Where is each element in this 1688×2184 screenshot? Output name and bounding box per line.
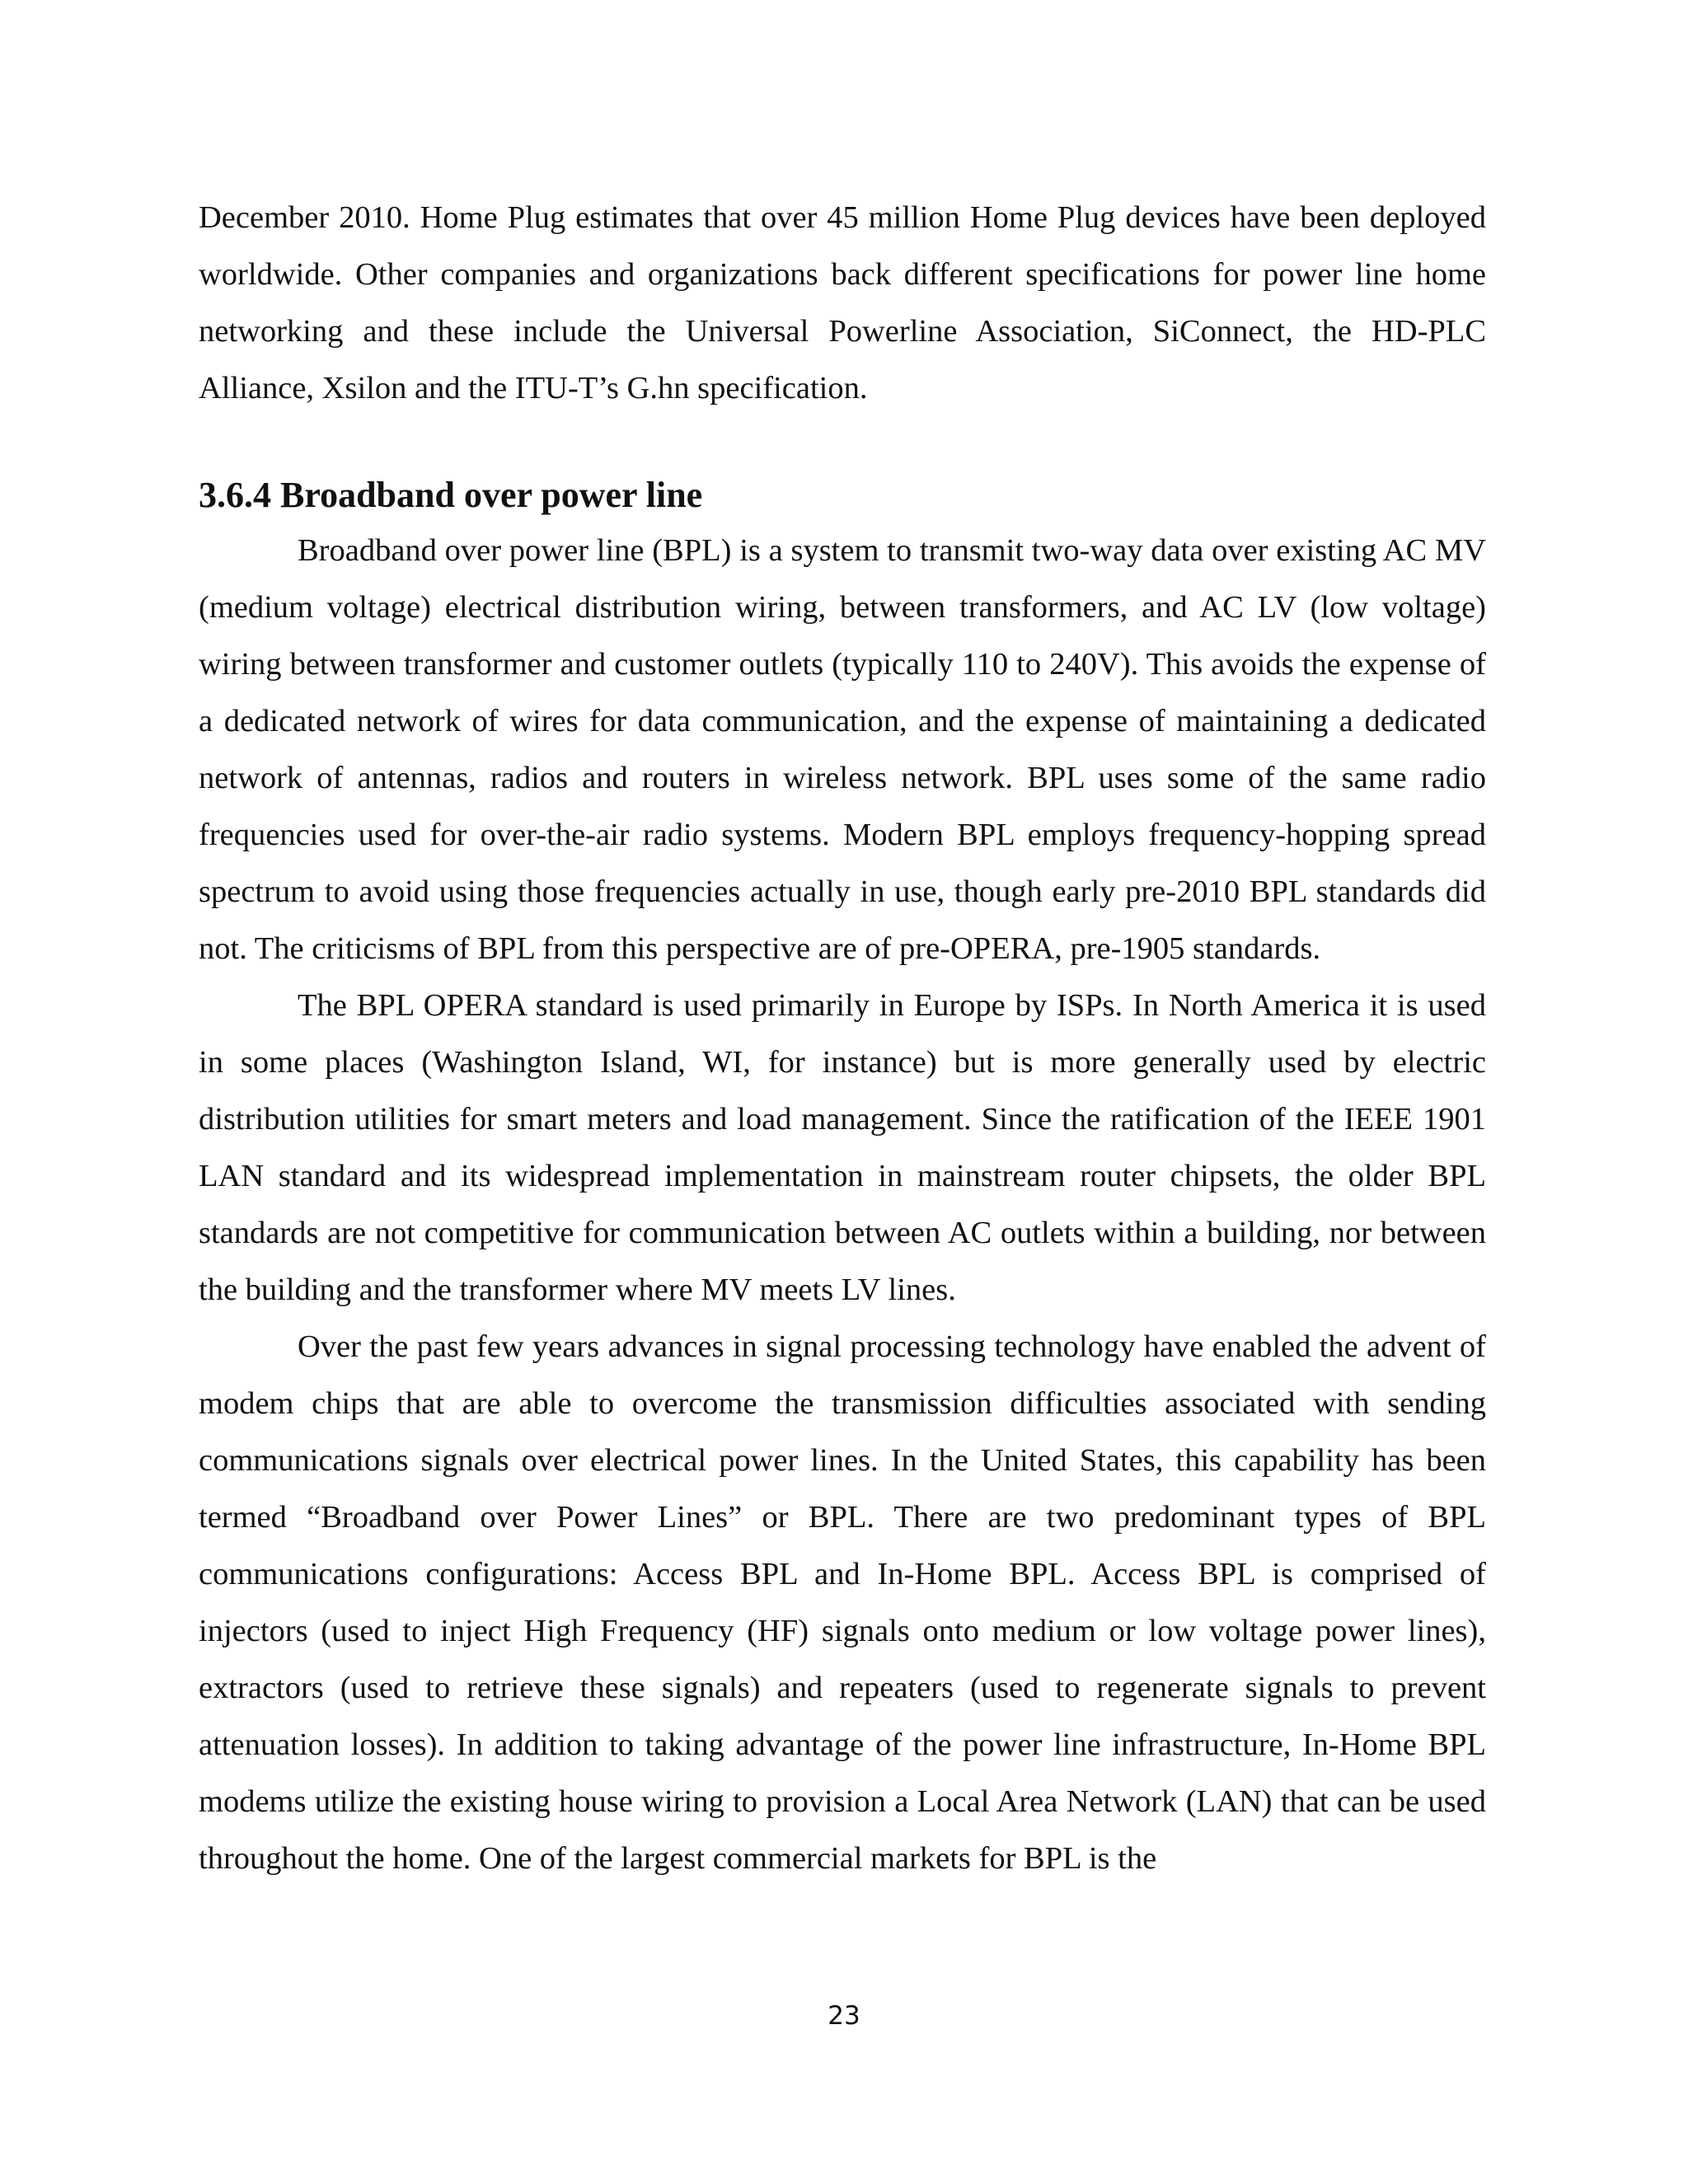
page-body [199,190,1486,1887]
paragraph-bpl-definition: Broadband over power line (BPL) is a system to transmit two-way data over existing AC MV (medium voltage) electrical distribution wiring, between transformers, and AC LV (low voltage) wiring between transformer and customer outlets (typically 110 to 240V). This avoids the expense of a dedicated network of wires for data communication, and the expense of maintaining a dedicated network of antennas, radios and routers in wireless network. BPL uses some of the same radio frequencies used for over-the-air radio systems. Modern BPL employs frequency-hopping spread spectrum to avoid using those frequencies actually in use, though early pre-2010 BPL standards did not. The criticisms of BPL from this perspective are of pre-OPERA, pre-1905 standards. [199,533,1486,966]
intro-paragraph: December 2010. Home Plug estimates that over 45 million Home Plug devices have been deployed worldwide. Other companies and organizations back different specifications for power line home networking and these include the Universal Powerline Association, SiConnect, the HD-PLC Alliance, Xsilon and the ITU-T’s G.hn specification. [199,200,1486,405]
page-number: 23 [828,2001,860,2031]
paragraph-bpl-opera: The BPL OPERA standard is used primarily in Europe by ISPs. In North America it is used in some places (Washington Island, WI, for instance) but is more generally used by electric distribution utilities for smart meters and load management. Since the ratification of the IEEE 1901 LAN standard and its widespread implementation in mainstream router chipsets, the older BPL standards are not competitive for communication between AC outlets within a building, nor between the building and the transformer where MV meets LV lines. [199,988,1486,1307]
section-heading: 3.6.4 Broadband over power line [199,475,703,515]
paragraph-bpl-advances: Over the past few years advances in signal processing technology have enabled the advent of modem chips that are able to overcome the transmission difficulties associated with sending communications signals over electrical power lines. In the United States, this capability has been termed “Broadband over Power Lines” or BPL. There are two predominant types of BPL communications configurations: Access BPL and In-Home BPL. Access BPL is comprised of injectors (used to inject High Frequency (HF) signals onto medium or low voltage power lines), extractors (used to retrieve these signals) and repeaters (used to regenerate signals to prevent attenuation losses). In addition to taking advantage of the power line infrastructure, In-Home BPL modems utilize the existing house wiring to provision a Local Area Network (LAN) that can be used throughout the home. One of the largest commercial markets for BPL is the [199,1329,1486,1876]
